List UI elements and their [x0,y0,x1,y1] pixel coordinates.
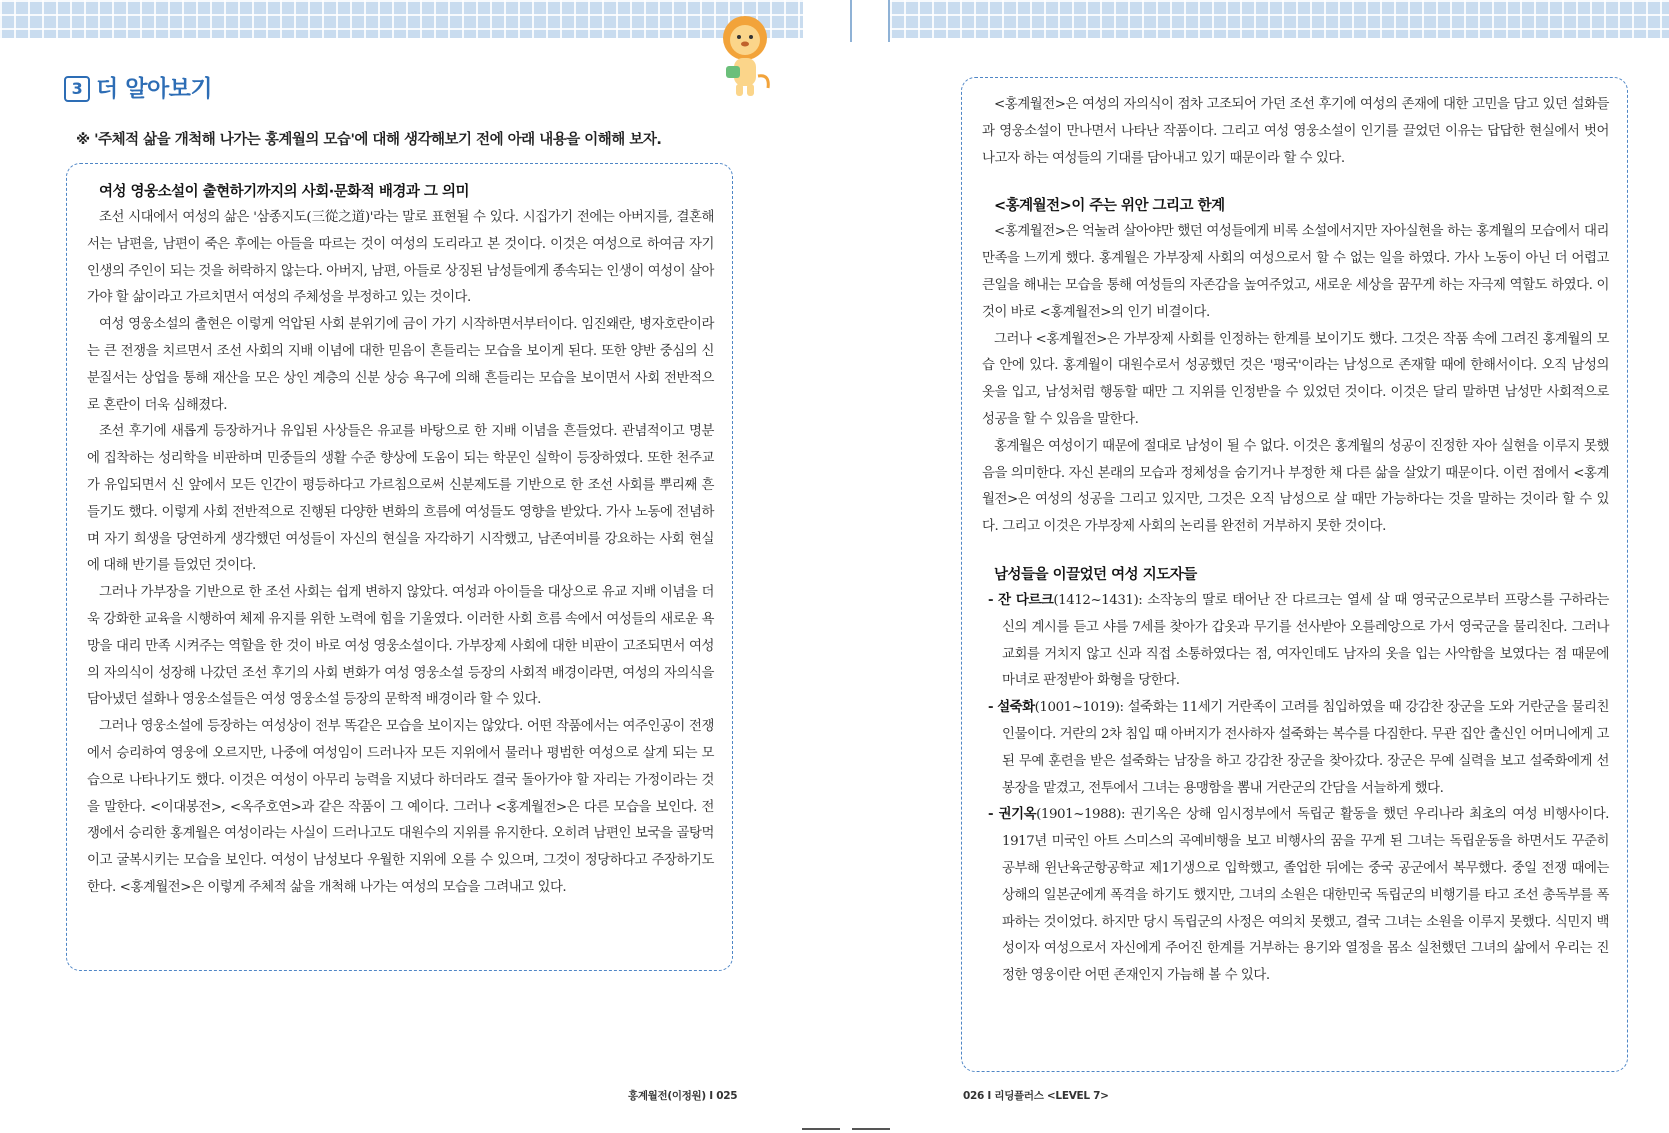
bullet-dash: - [988,700,994,716]
paragraph: 그러나 가부장을 기반으로 한 조선 사회는 쉽게 변하지 않았다. 여성과 아이들을 대상으로 유교 지배 이념을 더욱 강화한 교육을 시행하여 체제 유지를 위한 노력에 힘을 기울였다. 이러한 사회 흐름 속에서 여성들의 새로운 욕망을 대리 만족 시켜주는 역할을 한 것이 바로 여성 영웅소설이다. 가부장제 사회에 대한 비판이 고조되면서 여성의 자의식이 성장해 나갔던 조선 후기의 사회 변화가 여성 영웅소설 등장의 사회적 배경이라면, 여성의 자의식을 담아냈던 설화나 영웅소설들은 여성 영웅소설 등장의 문학적 배경이라 할 수 있다. [87,585,714,708]
bullet-dash: - [988,592,994,608]
instruction-note: ※ '주체적 삶을 개척해 나가는 홍계월의 모습'에 대해 생각해보기 전에 아래 내용을 이해해 보자. [76,132,662,148]
leader-name: 권기옥 [998,807,1037,823]
paragraph: 그러나 <홍계월전>은 가부장제 사회를 인정하는 한계를 보이기도 했다. 그것은 작품 속에 그려진 홍계월의 모습 안에 있다. 홍계월이 대원수로서 성공했던 것은 '평국'이라는 남성으로 존재할 때에 한해서이다. 오직 남성의 옷을 입고, 남성처럼 행동할 때만 그 지위를 인정받을 수 있었던 것이다. 이것은 달리 말하면 남성만 사회적으로 성공을 할 수 있음을 말한다. [982,331,1609,427]
footer-separator: I [709,1090,713,1102]
bullet-dash: - [988,807,994,823]
paragraph: 조선 후기에 새롭게 등장하거나 유입된 사상들은 유교를 바탕으로 한 지배 이념을 흔들었다. 관념적이고 명분에 집착하는 성리학을 비판하며 민중들의 생활 수준 향상에 도움이 되는 학문인 실학이 등장하였다. 또한 천주교가 유입되면서 신 앞에서 모든 인간이 평등하다고 가르침으로써 신분제도를 기반으로 한 조선 사회를 뿌리째 흔들기도 했다. 이렇게 사회 전반적으로 진행된 다양한 변화의 흐름에 여성들도 영향을 받았다. 가사 노동에 전념하며 자기 희생을 당연하게 생각했던 여성들이 자신의 현실을 자각하기 시작했고, 남존여비를 강요하는 사회 현실에 대해 반기를 들었던 것이다. [87,424,714,574]
section-title [64,70,212,103]
leader-name: 잔 다르크 [998,592,1054,608]
leader-name: 설죽화 [997,700,1035,716]
paragraph: 홍계월은 여성이기 때문에 절대로 남성이 될 수 없다. 이것은 홍계월의 성공이 진정한 자아 실현을 이루지 못했음을 의미한다. 자신 본래의 모습과 정체성을 숨기거나 부정한 채 다른 삶을 살았기 때문이다. 이런 점에서 <홍계월전>은 여성의 성공을 그리고 있지만, 그것은 오직 남성으로 살 때만 가능하다는 것을 말하는 것이라 할 수 있다. 그리고 이것은 가부장제 사회의 논리를 완전히 거부하지 못한 것이다. [982,438,1609,535]
leader-item [982,802,1609,990]
background-info-box [66,163,733,971]
lion-mascot-icon [712,14,778,104]
gutter-mark [802,1128,840,1130]
leader-text: (1412~1431): 소작농의 딸로 태어난 잔 다르크는 열세 살 때 영국군으로부터 프랑스를 구하라는 신의 계시를 듣고 샤를 7세를 찾아가 갑옷과 무기를 선사받아 오를레앙으로 가서 영국군을 물리친다. 그러나 교회를 거치지 않고 신과 직접 소통하였다는 점, 여자인데도 남자의 옷을 입는 사악함을 보였다는 점 때문에 마녀로 판정받아 화형을 당한다. [1002,592,1609,689]
page-number: 026 [963,1090,985,1102]
paragraph: 조선 시대에서 여성의 삶은 '삼종지도(三從之道)'라는 말로 표현될 수 있다. 시집가기 전에는 아버지를, 결혼해서는 남편을, 남편이 죽은 후에는 아들을 따르는 것이 여성의 도리라고 본 것이다. 이것은 여성으로 하여금 자기 인생의 주인이 되는 것을 허락하지 않는다. 아버지, 남편, 아들로 상징된 남성들에게 종속되는 인생이 여성이 살아가야 할 삶이라고 가르치면서 여성의 주체성을 부정하고 있는 것이다. [87,210,714,306]
paragraph: 여성 영웅소설의 출현은 이렇게 억압된 사회 분위기에 금이 가기 시작하면서부터이다. 임진왜란, 병자호란이라는 큰 전쟁을 치르면서 조선 사회의 지배 이념에 대한 믿음이 흔들리는 모습을 보이게 된다. 또한 양반 중심의 신분질서는 상업을 통해 재산을 모은 상인 계층의 신분 상승 욕구에 의해 흔들리는 모습을 보이면서 사회 전반적으로 혼란이 더욱 심해졌다. [87,317,714,413]
subheading-comfort-and-limits: <홍계월전>이 주는 위안 그리고 한계 [994,198,1225,215]
section-title-text: 더 알아보기 [96,76,213,102]
leader-text: (1901~1988): 권기옥은 상해 임시정부에서 독립군 활동을 했던 우리나라 최초의 여성 비행사이다. 1917년 미국인 아트 스미스의 곡예비행을 보고 비행사의 꿈을 꾸게 된 그녀는 독립운동을 하면서도 꾸준히 공부해 윈난육군항공학교 제1기생으로 입학했고, 졸업한 뒤에는 중국 공군에서 복무했다. 중일 전쟁 때에는 상해의 일본군에게 폭격을 하기도 했지만, 그녀의 소원은 대한민국 독립군의 비행기를 타고 조선 총독부를 폭파하는 것이었다. 하지만 당시 독립군의 사정은 여의치 못했고, 결국 그녀는 소원을 이루지 못했다. 식민지 백성이자 여성으로서 자신에게 주어진 한계를 거부하는 용기와 열정을 몸소 실천했던 그녀의 삶에서 우리는 진정한 영웅이란 어떤 존재인지 가늠해 볼 수 있다. [1002,807,1609,984]
page-gutter-line [850,0,852,42]
footer-book-title: 홍계월전(이정원) [628,1090,706,1102]
continuation-box [961,77,1628,1072]
page-gutter-line [888,0,890,42]
footer-separator: I [987,1090,991,1102]
paragraph: <홍계월전>은 억눌려 살아야만 했던 여성들에게 비록 소설에서지만 자아실현을 하는 홍계월의 모습에서 대리 만족을 느끼게 했다. 홍계월은 가부장제 사회의 여성으로서 할 수 없는 일을 하였다. 가사 노동이 아닌 더 어렵고 큰일을 해내는 모습을 통해 여성들의 자존감을 높여주었고, 새로운 세상을 꿈꾸게 하는 자극제 역할도 하였다. 이것이 바로 <홍계월전>의 인기 비결이다. [982,224,1609,320]
leader-item [982,588,1609,695]
gutter-mark [852,1128,890,1130]
footer-right [963,1088,1109,1103]
leader-text: (1001~1019): 설죽화는 11세기 거란족이 고려를 침입하였을 때 강감찬 장군을 도와 거란군을 물리친 인물이다. 거란의 2차 침입 때 아버지가 전사하자 설죽화는 복수를 다짐한다. 무관 집안 출신인 어머니에게 고된 무예 훈련을 받은 설죽화는 남장을 하고 강감찬 장군을 찾아갔다. 장군은 무예 실력을 보고 설죽화에게 선봉장을 맡겼고, 전투에서 그녀는 용맹함을 뽐내 거란군의 간담을 서늘하게 했다. [1002,700,1609,796]
leader-item [982,695,1609,802]
section-number: 3 [64,76,90,102]
footer-left [628,1088,737,1103]
top-grid-band-left [0,0,803,38]
footer-series-title: 리딩플러스 <LEVEL 7> [994,1090,1109,1102]
box-heading: 여성 영웅소설이 출현하기까지의 사회·문화적 배경과 그 의미 [99,184,469,200]
subheading-female-leaders: 남성들을 이끌었던 여성 지도자들 [994,566,1197,583]
paragraph: 그러나 영웅소설에 등장하는 여성상이 전부 똑같은 모습을 보이지는 않았다. 어떤 작품에서는 여주인공이 전쟁에서 승리하여 영웅에 오르지만, 나중에 여성임이 드러나자 모든 지위에서 물러나 평범한 여성으로 살게 되는 모습으로 나타나기도 했다. 이것은 여성이 아무리 능력을 지녔다 하더라도 결국 돌아가야 할 자리는 가정이라는 것을 말한다. <이대봉전>, <옥주호연>과 같은 작품이 그 예이다. 그러나 <홍계월전>은 다른 모습을 보인다. 전쟁에서 승리한 홍계월은 여성이라는 사실이 드러나고도 대원수의 지위를 유지한다. 오히려 남편인 보국을 골탕먹이고 굴복시키는 모습을 보인다. 여성이 남성보다 우월한 지위에 오를 수 있으며, 그것이 정당하다고 주장하기도 한다. <홍계월전>은 이렇게 주체적 삶을 개척해 나가는 여성의 모습을 그려내고 있다. [87,719,714,895]
intro-paragraph: <홍계월전>은 여성의 자의식이 점차 고조되어 가던 조선 후기에 여성의 존재에 대한 고민을 담고 있던 설화들과 영웅소설이 만나면서 나타난 작품이다. 그리고 여성 영웅소설이 인기를 끌었던 이유는 답답한 현실에서 벗어나고자 하는 여성들의 기대를 담아내고 있기 때문이라 할 수 있다. [982,97,1609,166]
top-grid-band-right [890,0,1669,38]
page-number: 025 [716,1090,738,1102]
